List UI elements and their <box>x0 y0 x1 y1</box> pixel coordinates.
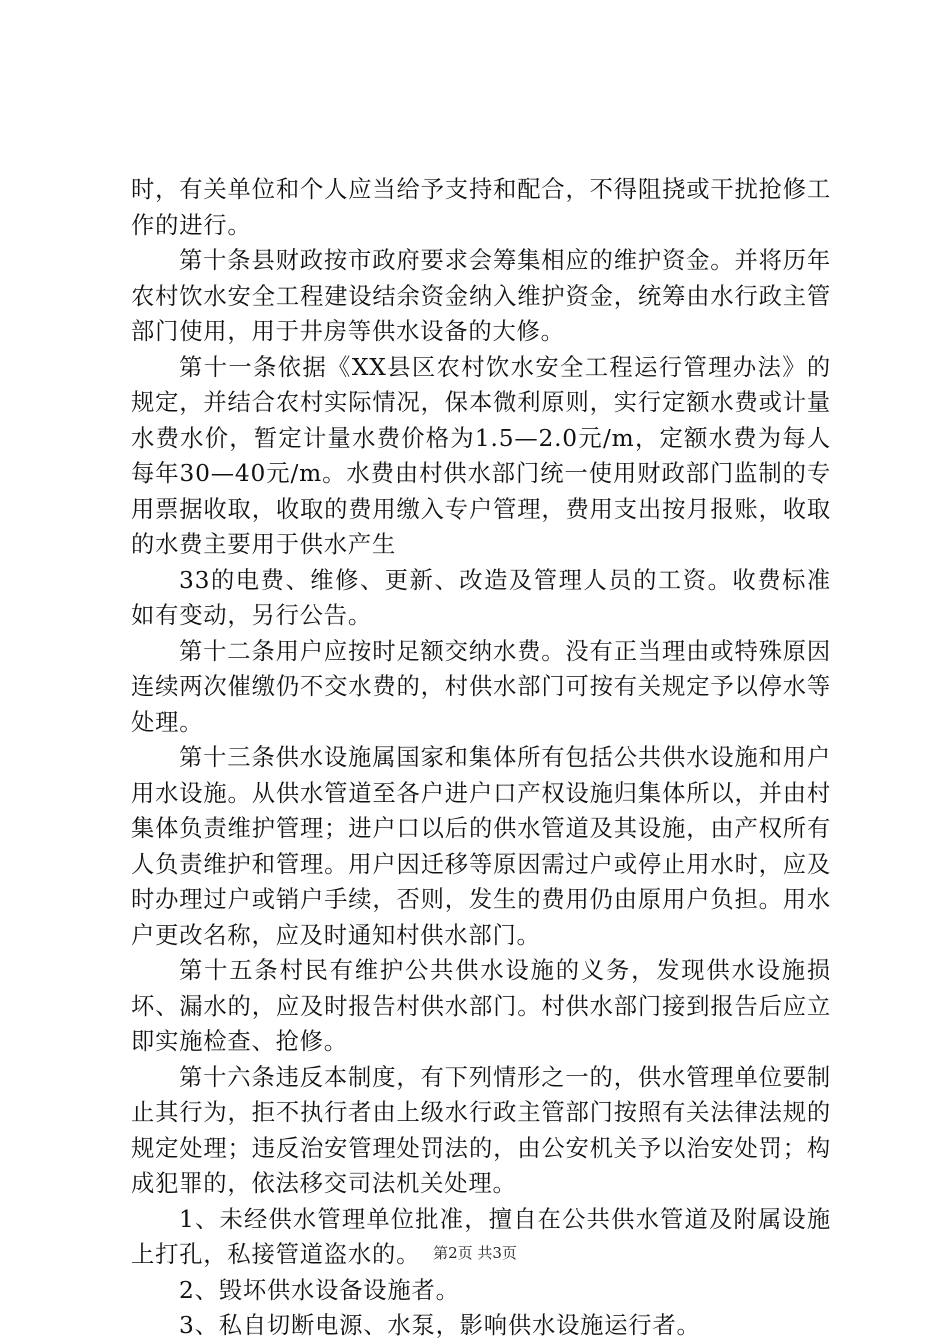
page-number-footer: 第2页 共3页 <box>433 1244 517 1262</box>
list-item-3: 3、私自切断电源、水泵，影响供水设施运行者。 <box>179 1312 701 1339</box>
paragraph-article-10: 第十条县财政按市政府要求会筹集相应的维护资金。并将历年农村饮水安全工程建设结余资金纳入维护资金，统筹由水行政主管部门使用，用于井房等供水设备的大修。 <box>131 247 831 345</box>
document-body <box>131 172 831 1344</box>
paragraph-article-13: 第十三条供水设施属国家和集体所有包括公共供水设施和用户用水设施。从供水管道至各户进户口产权设施归集体所以，并由村集体负责维护管理；进户口以后的供水管道及其设施，由产权所有人负责维护和管理。用户因迁移等原因需过户或停止用水时，应及时办理过户或销户手续，否则，发生的费用仍由原用户负担。用水户更改名称，应及时通知村供水部门。 <box>131 744 831 949</box>
paragraph-continuation: 时，有关单位和个人应当给予支持和配合，不得阻挠或干扰抢修工作的进行。 <box>131 176 831 239</box>
list-item-2: 2、毁坏供水设备设施者。 <box>179 1276 460 1304</box>
paragraph-article-15: 第十五条村民有维护公共供水设施的义务，发现供水设施损坏、漏水的，应及时报告村供水部门。村供水部门接到报告后应立即实施检查、抢修。 <box>131 957 831 1055</box>
paragraph-article-11: 第十一条依据《XX县区农村饮水安全工程运行管理办法》的规定，并结合农村实际情况，保本微利原则，实行定额水费或计量水费水价，暂定计量水费价格为1.5—2.0元/m，定额水费为每人每年30—40元/m。水费由村供水部门统一使用财政部门监制的专用票据收取，收取的费用缴入专户管理，费用支出按月报账，收取的水费主要用于供水产生 <box>131 353 831 558</box>
list-item-1: 1、未经供水管理单位批准，擅自在公共供水管道及附属设施上打孔，私接管道盗水的。 <box>131 1205 831 1268</box>
paragraph-article-11-continued: 33的电费、维修、更新、改造及管理人员的工资。收费标准如有变动，另行公告。 <box>131 566 831 629</box>
paragraph-article-12: 第十二条用户应按时足额交纳水费。没有正当理由或特殊原因连续两次催缴仍不交水费的，村供水部门可按有关规定予以停水等处理。 <box>131 637 831 736</box>
paragraph-article-16: 第十六条违反本制度，有下列情形之一的，供水管理单位要制止其行为，拒不执行者由上级水行政主管部门按照有关法律法规的规定处理；违反治安管理处罚法的，由公安机关予以治安处罚；构成犯罪的，依法移交司法机关处理。 <box>131 1063 831 1197</box>
